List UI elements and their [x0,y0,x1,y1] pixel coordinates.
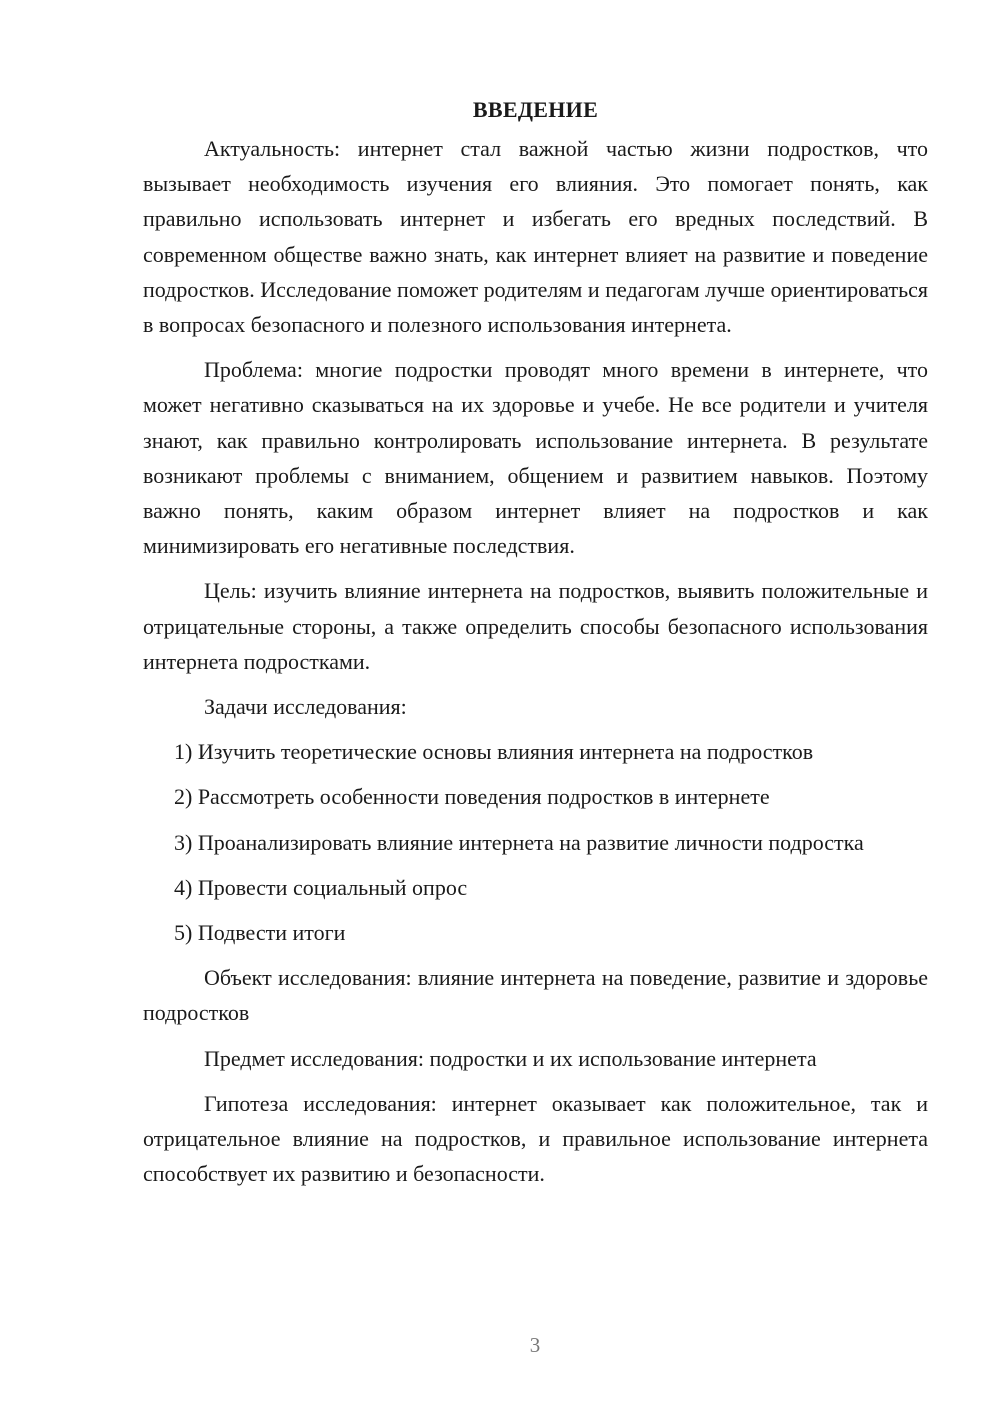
page-number: 3 [529,1333,541,1357]
hypothesis-paragraph: Гипотеза исследования: интернет оказывает как положительное, так и отрицательное влияние на подростков, и правильное использование интернета способствует их развитию и безопасности. [143,1090,928,1187]
task-item: 2) Рассмотреть особенности поведения подростков в интернете [174,784,770,810]
task-item: 4) Провести социальный опрос [174,874,468,900]
object-paragraph: Объект исследования: влияние интернета на поведение, развитие и здоровье подростков [143,965,928,1026]
relevance-paragraph: Актуальность: интернет стал важной частью жизни подростков, что вызывает необходимость изучения его влияния. Это помогает понять, как правильно использовать интернет и избегать его вредных последствий. В современном обществе важно знать, как интернет влияет на развитие и поведение подростков. Исследование поможет родителям и педагогам лучше ориентироваться в вопросах безопасного и полезного использования интернета. [143,136,928,338]
problem-paragraph: Проблема: многие подростки проводят много времени в интернете, что может негативно сказываться на их здоровье и учебе. Не все родители и учителя знают, как правильно контролировать использование интернета. В результате возникают проблемы с вниманием, общением и развитием навыков. Поэтому важно понять, каким образом интернет влияет на подростков и как минимизировать его негативные последствия. [143,357,928,559]
section-title: ВВЕДЕНИЕ [472,97,599,122]
task-item: 5) Подвести итоги [174,920,346,946]
goal-paragraph: Цель: изучить влияние интернета на подростков, выявить положительные и отрицательные стороны, а также определить способы безопасного использования интернета подростками. [143,578,928,674]
document-page [143,92,928,1201]
task-item: 1) Изучить теоретические основы влияния интернета на подростков [174,739,814,765]
tasks-heading: Задачи исследования: [204,694,407,720]
subject-paragraph: Предмет исследования: подростки и их использование интернета [204,1045,817,1071]
task-item: 3) Проанализировать влияние интернета на развитие личности подростка [174,829,864,855]
